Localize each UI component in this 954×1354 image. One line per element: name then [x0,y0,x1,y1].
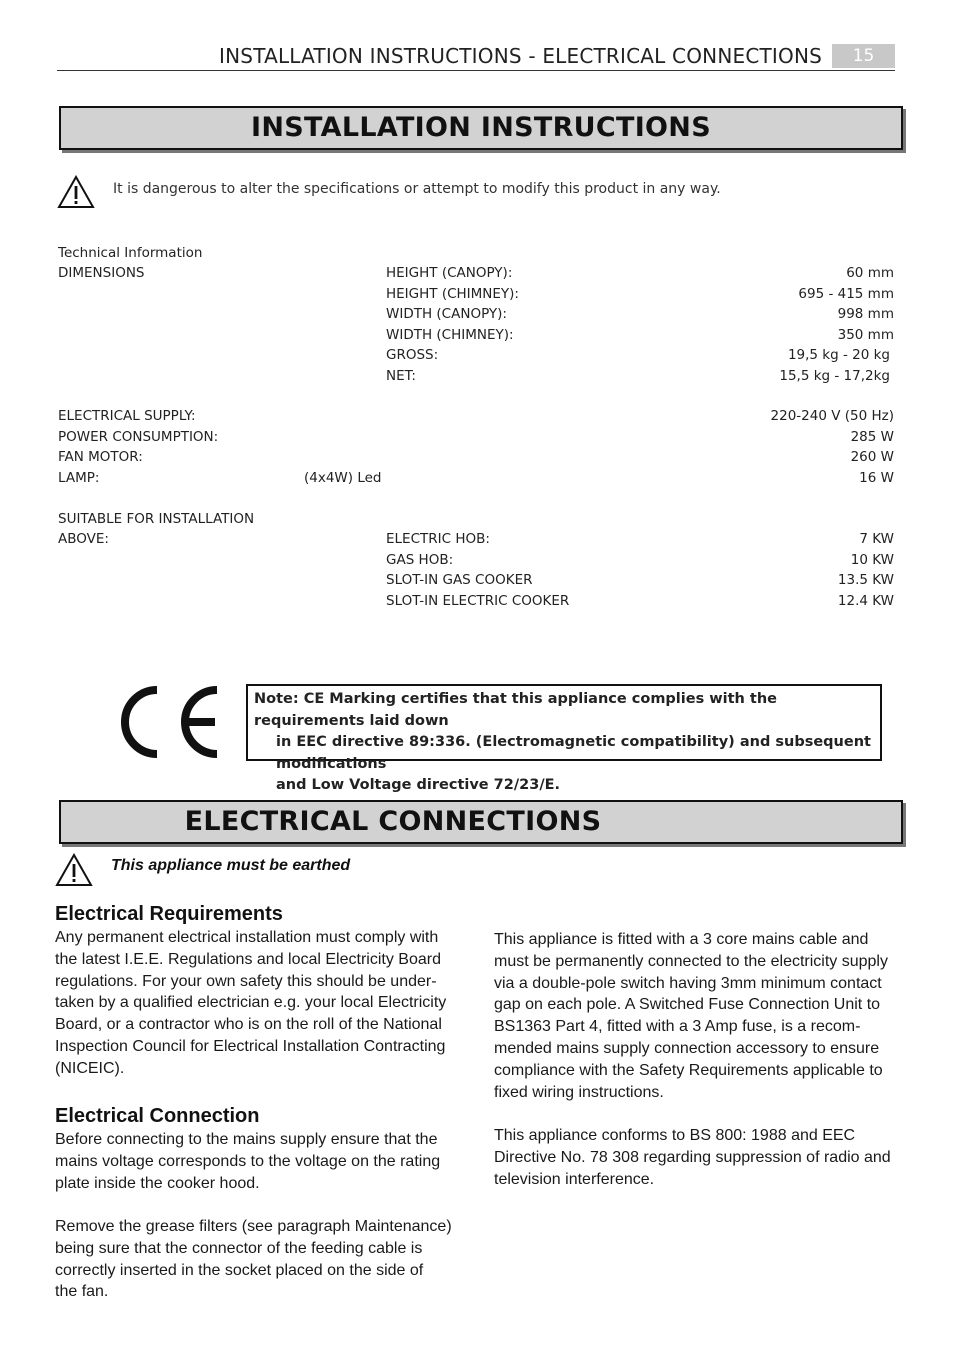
ce-note-box [246,684,882,793]
ce-note-line: Note: CE Marking certifies that this appliance complies with the requirements laid down [254,691,778,729]
paragraph-line: compliance with the Safety Requirements applicable to [494,1061,883,1079]
paragraph-line: plate inside the cooker hood. [55,1174,260,1192]
dimensions-label: DIMENSIONS [58,265,145,281]
technical-information-title: Technical Information [58,245,203,261]
electrical-spec-label: LAMP: [58,470,100,486]
spec-value: 19,5 kg - 20 kg [787,347,890,363]
electrical-spec-value: 285 W [850,429,894,445]
ce-note-text [254,689,872,797]
cooktop-value: 13.5 KW [837,572,894,588]
spec-value: 998 mm [837,306,894,322]
electrical-spec-value: 220-240 V (50 Hz) [770,408,894,424]
paragraph-line: mains voltage corresponds to the voltage on the rating [55,1152,441,1170]
electrical-connections-banner [59,800,903,844]
modification-warning-text: It is dangerous to alter the specifications or attempt to modify this product in any way. [113,181,721,197]
conformity-paragraph [494,1125,891,1190]
electrical-spec-label: ELECTRICAL SUPPLY: [58,408,196,424]
paragraph-line: Directive No. 78 308 regarding suppression of radio and [494,1148,891,1166]
paragraph-line: television interference. [494,1170,655,1188]
ce-note-line: and Low Voltage directive 72/23/E. [276,777,561,793]
suitable-above-label: ABOVE: [58,531,109,547]
paragraph-line: the fan. [55,1283,109,1301]
spec-value: 15,5 kg - 17,2kg [779,368,890,384]
paragraph-line: correctly inserted in the socket placed on the side of [55,1261,424,1279]
paragraph-line: being sure that the connector of the feeding cable is [55,1239,423,1257]
electrical-requirements-heading: Electrical Requirements [55,903,283,925]
spec-label: HEIGHT (CHIMNEY): [386,286,519,302]
header-rule [57,70,895,71]
warning-triangle-icon [57,175,95,209]
ce-note-line: in EEC directive 89:336. (Electromagnetic compatibility) and subsequent modifications [276,734,871,772]
electrical-spec-label: POWER CONSUMPTION: [58,429,219,445]
electrical-connections-heading: ELECTRICAL CONNECTIONS [184,806,602,837]
paragraph-line: Board, or a contractor who is on the roll of the National [55,1016,442,1034]
electrical-connection-heading: Electrical Connection [55,1105,260,1127]
electrical-spec-value: 260 W [850,449,894,465]
paragraph-line: BS1363 Part 4, fitted with a 3 Amp fuse, is a recom- [494,1018,861,1036]
electrical-spec-label: FAN MOTOR: [58,449,143,465]
spec-value: 350 mm [837,327,894,343]
mains-cable-paragraph [494,929,888,1103]
spec-label: NET: [386,368,416,384]
cooktop-label: ELECTRIC HOB: [386,531,490,547]
installation-instructions-heading: INSTALLATION INSTRUCTIONS [251,112,711,143]
paragraph-line: mended mains supply connection accessory to ensure [494,1039,880,1057]
paragraph-line: via a double-pole switch having 3mm minimum contact [494,974,882,992]
spec-value: 695 - 415 mm [798,286,894,302]
grease-filters-paragraph [55,1216,452,1303]
electrical-spec-value: 16 W [859,470,894,486]
running-header-title: INSTALLATION INSTRUCTIONS - ELECTRICAL CONNECTIONS [219,44,822,68]
cooktop-label: GAS HOB: [386,552,454,568]
paragraph-line: the latest I.E.E. Regulations and local Electricity Board [55,950,441,968]
paragraph-line: This appliance is fitted with a 3 core mains cable and [494,931,869,948]
ce-mark-logo [113,684,221,760]
paragraph-line: Remove the grease filters (see paragraph Maintenance) [55,1218,452,1235]
cooktop-label: SLOT-IN ELECTRIC COOKER [386,593,570,609]
installation-instructions-banner [59,106,903,150]
cooktop-value: 7 KW [859,531,894,547]
paragraph-line: Before connecting to the mains supply ensure that the [55,1131,438,1148]
paragraph-line: fixed wiring instructions. [494,1083,664,1101]
paragraph-line: This appliance conforms to BS 800: 1988 and EEC [494,1127,856,1144]
paragraph-line: taken by a qualified electrician e.g. your local Electricity [55,994,447,1012]
cooktop-value: 10 KW [850,552,894,568]
paragraph-line: Any permanent electrical installation must comply with [55,929,439,946]
spec-label: WIDTH (CANOPY): [386,306,507,322]
paragraph-line: gap on each pole. A Switched Fuse Connection Unit to [494,996,881,1014]
spec-value: 60 mm [846,265,894,281]
suitable-for-installation-label: SUITABLE FOR INSTALLATION [58,511,255,527]
warning-triangle-icon [55,853,93,887]
page-number: 15 [832,44,895,68]
cooktop-label: SLOT-IN GAS COOKER [386,572,533,588]
paragraph-line: (NICEIC). [55,1059,125,1077]
earthed-warning-text: This appliance must be earthed [111,857,351,874]
paragraph-line: must be permanently connected to the electricity supply [494,952,888,970]
electrical-connection-paragraph [55,1129,440,1194]
lamp-type-note: (4x4W) Led [304,470,382,486]
spec-label: HEIGHT (CANOPY): [386,265,513,281]
spec-label: WIDTH (CHIMNEY): [386,327,514,343]
spec-label: GROSS: [386,347,439,363]
paragraph-line: Inspection Council for Electrical Installation Contracting [55,1037,446,1055]
paragraph-line: regulations. For your own safety this should be under- [55,972,437,990]
cooktop-value: 12.4 KW [837,593,894,609]
electrical-requirements-paragraph [55,927,446,1080]
